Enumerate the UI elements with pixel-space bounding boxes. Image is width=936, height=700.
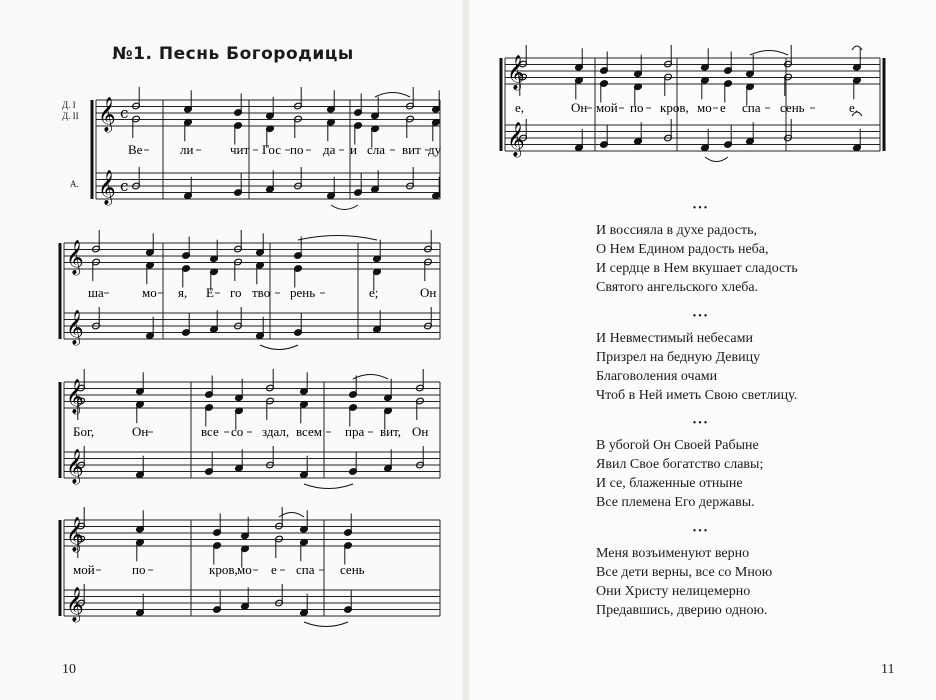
- lyric-syllable: ша: [88, 285, 104, 300]
- lyric-syllable: Е: [206, 285, 214, 300]
- time-signature: c: [120, 177, 129, 195]
- slur: [705, 157, 728, 162]
- lyric-syllable: го: [230, 285, 242, 300]
- lyric-syllable: чит: [230, 142, 250, 157]
- page-number-right: 11: [881, 662, 895, 677]
- stanza-line: И се, блаженные отныне: [596, 476, 743, 491]
- lyric-syllable: мой: [596, 100, 618, 115]
- lyric-syllable: Ве: [128, 142, 143, 157]
- voice-label-lower: А.: [70, 179, 79, 189]
- lyric-syllable: со: [231, 424, 244, 439]
- lyric-syllable: пра: [345, 424, 365, 439]
- lyric-syllable: е,: [515, 100, 525, 115]
- treble-clef-icon: 𝄞: [98, 170, 116, 205]
- treble-clef-icon: 𝄞: [507, 55, 525, 90]
- lyric-syllable: вит: [402, 142, 421, 157]
- lyric-syllable: сла: [367, 142, 386, 157]
- slur: [331, 205, 358, 210]
- slur: [353, 375, 388, 380]
- lyric-syllable: Он: [132, 424, 149, 439]
- treble-clef-icon: 𝄞: [66, 587, 84, 622]
- lyric-syllable: все: [201, 424, 219, 439]
- treble-clef-icon: 𝄞: [66, 517, 84, 552]
- lyric-syllable: сень: [780, 100, 805, 115]
- stanza-line: Они Христу нелицемерно: [596, 584, 751, 599]
- lyric-syllable: Он: [571, 100, 588, 115]
- stanza-line: И Невместимый небесами: [596, 331, 753, 346]
- page-number-left: 10: [62, 662, 76, 677]
- lyric-syllable: по: [132, 562, 146, 577]
- lyric-syllable: спа: [742, 100, 761, 115]
- treble-clef-icon: 𝄞: [66, 449, 84, 484]
- stanza-line: Все дети верны, все со Мною: [596, 565, 773, 580]
- lyric-syllable: Он: [412, 424, 429, 439]
- stanza-line: Святого ангельского хлеба.: [596, 280, 759, 295]
- stanza-line: И сердце в Нем вкушает сладость: [596, 261, 798, 276]
- stanza-line: Благоволения очами: [596, 369, 718, 384]
- lyric-syllable: да: [323, 142, 336, 157]
- stanza-line: Предавшись, дверию одною.: [596, 603, 768, 618]
- treble-clef-icon: 𝄞: [66, 240, 84, 275]
- slur: [375, 93, 410, 98]
- lyric-syllable: по: [630, 100, 644, 115]
- stanza-marker: •••: [692, 311, 710, 322]
- lyric-syllable: вит,: [380, 424, 402, 439]
- lyric-syllable: Бог,: [73, 424, 95, 439]
- stanza-1: [596, 221, 798, 297]
- lyric-syllable: рень: [290, 285, 316, 300]
- lyric-syllable: мо: [697, 100, 712, 115]
- lyric-syllable: ду: [428, 142, 442, 157]
- lyric-syllable: мой: [73, 562, 95, 577]
- treble-clef-icon: 𝄞: [507, 122, 525, 157]
- slur: [260, 345, 298, 350]
- lyric-syllable: кров,: [660, 100, 689, 115]
- stanza-line: И воссияла в духе радость,: [596, 223, 758, 238]
- voice-label-upper2: Д. II: [62, 111, 79, 121]
- stanza-3: [596, 436, 763, 512]
- stanza-marker: •••: [692, 418, 710, 429]
- voice-label-upper: Д. I: [62, 100, 76, 110]
- stanza-line: Явил Свое богатство славы;: [596, 457, 764, 472]
- lyric-syllable: Он: [420, 285, 437, 300]
- stanza-2: [596, 329, 797, 405]
- song-title: №1. Песнь Богородицы: [112, 44, 354, 64]
- lyric-syllable: здал,: [262, 424, 290, 439]
- stanza-marker: •••: [692, 526, 710, 537]
- lyric-syllable: мо: [142, 285, 157, 300]
- stanza-line: Меня возъименуют верно: [596, 546, 750, 561]
- lyric-syllable: мо: [237, 562, 252, 577]
- slur: [304, 484, 353, 489]
- lyric-syllable: и: [350, 142, 357, 157]
- stanza-line: О Нем Едином радость неба,: [596, 242, 769, 257]
- stanza-line: В убогой Он Своей Рабыне: [596, 438, 759, 453]
- lyric-syllable: тво: [252, 285, 271, 300]
- lyric-syllable: по: [290, 142, 304, 157]
- stanza-marker: •••: [692, 203, 710, 214]
- slur: [298, 236, 377, 241]
- lyric-syllable: е;: [369, 285, 379, 300]
- lyric-syllable: е: [271, 562, 277, 577]
- slur: [750, 51, 788, 56]
- lyric-syllable: всем: [296, 424, 322, 439]
- slur: [304, 622, 348, 627]
- slur: [279, 513, 304, 518]
- stanza-line: Призрел на бедную Девицу: [596, 350, 761, 365]
- lyric-syllable: сень: [340, 562, 365, 577]
- lyric-syllable: е.: [849, 100, 859, 115]
- lyric-syllable: кров,: [209, 562, 238, 577]
- stanza-line: Чтоб в Ней иметь Свою светлицу.: [596, 388, 798, 403]
- lyric-syllable: я,: [178, 285, 188, 300]
- lyric-syllable: е: [720, 100, 726, 115]
- treble-clef-icon: 𝄞: [66, 310, 84, 345]
- lyric-syllable: спа: [296, 562, 315, 577]
- time-signature: c: [120, 104, 129, 122]
- lyric-syllable: Гос: [262, 142, 281, 157]
- treble-clef-icon: 𝄞: [98, 97, 116, 132]
- stanza-line: Все племена Его державы.: [596, 495, 755, 510]
- stanza-4: [596, 544, 772, 620]
- lyric-syllable: ли: [180, 142, 194, 157]
- treble-clef-icon: 𝄞: [66, 379, 84, 414]
